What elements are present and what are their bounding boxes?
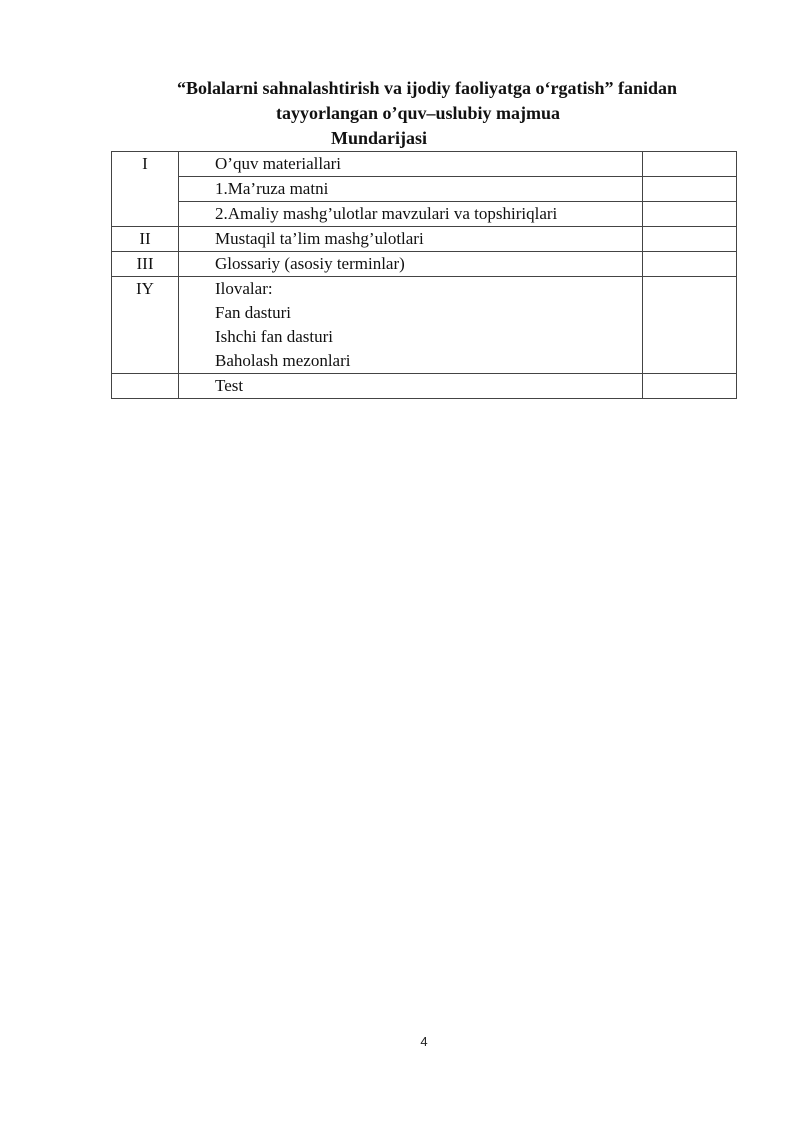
section-number: IY bbox=[112, 277, 179, 302]
page-cell bbox=[643, 152, 737, 177]
page-cell bbox=[643, 349, 737, 374]
section-title: Mustaqil ta’lim mashg’ulotlari bbox=[179, 227, 643, 252]
table-row bbox=[112, 301, 737, 325]
table-row bbox=[112, 227, 737, 252]
table-row bbox=[112, 325, 737, 349]
section-title: 1.Ma’ruza matni bbox=[179, 177, 643, 202]
contents-heading: Mundarijasi bbox=[331, 128, 428, 148]
title-line-2: tayyorlangan o’quv–uslubiy majmua bbox=[276, 103, 561, 123]
page-number: 4 bbox=[420, 1034, 428, 1049]
page-cell bbox=[643, 252, 737, 277]
page-cell bbox=[643, 177, 737, 202]
page-cell bbox=[643, 277, 737, 302]
page-cell bbox=[643, 374, 737, 399]
table-of-contents bbox=[111, 151, 737, 399]
page-cell bbox=[643, 202, 737, 227]
section-title: Baholash mezonlari bbox=[179, 349, 643, 374]
section-number bbox=[112, 202, 179, 227]
table-row bbox=[112, 277, 737, 302]
section-title: O’quv materiallari bbox=[179, 152, 643, 177]
section-number bbox=[112, 301, 179, 325]
page-cell bbox=[643, 301, 737, 325]
table-row bbox=[112, 374, 737, 399]
section-number bbox=[112, 325, 179, 349]
table-row bbox=[112, 252, 737, 277]
section-number bbox=[112, 349, 179, 374]
section-title: Fan dasturi bbox=[179, 301, 643, 325]
section-title: Ilovalar: bbox=[179, 277, 643, 302]
table-row bbox=[112, 177, 737, 202]
section-title: 2.Amaliy mashg’ulotlar mavzulari va topshiriqlari bbox=[179, 202, 643, 227]
section-title: Glossariy (asosiy terminlar) bbox=[179, 252, 643, 277]
section-title: Test bbox=[179, 374, 643, 399]
section-number bbox=[112, 177, 179, 202]
section-title: Ishchi fan dasturi bbox=[179, 325, 643, 349]
section-number: I bbox=[112, 152, 179, 177]
page-cell bbox=[643, 227, 737, 252]
section-number: II bbox=[112, 227, 179, 252]
page-cell bbox=[643, 325, 737, 349]
table-row bbox=[112, 152, 737, 177]
section-number: III bbox=[112, 252, 179, 277]
table-row bbox=[112, 349, 737, 374]
section-number bbox=[112, 374, 179, 399]
title-line-1: “Bolalarni sahnalashtirish va ijodiy faoliyatga o‘rgatish” fanidan bbox=[177, 78, 678, 98]
table-row bbox=[112, 202, 737, 227]
